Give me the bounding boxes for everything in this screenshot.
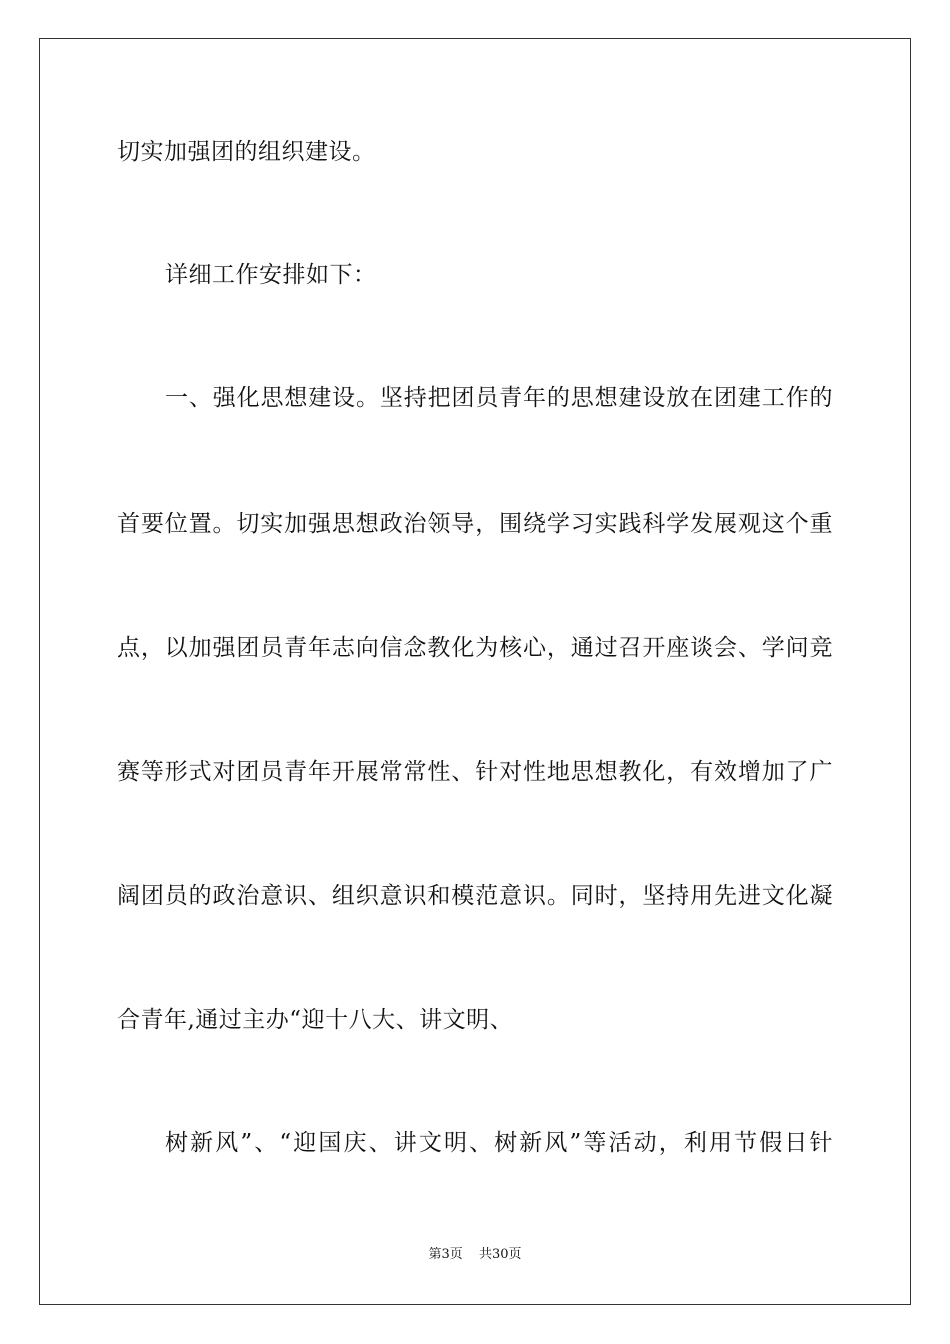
text-line-5: 点，以加强团员青年志向信念教化为核心，通过召开座谈会、学问竞 <box>117 635 833 661</box>
text-line-1: 切实加强团的组织建设。 <box>117 139 376 165</box>
page-number: 第3页 <box>428 1247 463 1262</box>
page-total: 共30页 <box>478 1247 522 1262</box>
text-line-9: 树新风”、“迎国庆、讲文明、树新风”等活动，利用节假日针 <box>165 1130 833 1156</box>
text-line-4: 首要位置。切实加强思想政治领导，围绕学习实践科学发展观这个重 <box>117 511 833 537</box>
text-line-7: 阔团员的政治意识、组织意识和模范意识。同时，坚持用先进文化凝 <box>117 883 833 909</box>
text-line-2: 详细工作安排如下： <box>165 262 377 288</box>
text-line-6: 赛等形式对团员青年开展常常性、针对性地思想教化，有效增加了广 <box>117 759 833 785</box>
page-border <box>39 38 911 1305</box>
text-line-3: 一、强化思想建设。坚持把团员青年的思想建设放在团建工作的 <box>165 385 833 411</box>
text-line-8: 合青年,通过主办“迎十八大、讲文明、 <box>117 1007 514 1033</box>
page-footer <box>0 1246 950 1264</box>
